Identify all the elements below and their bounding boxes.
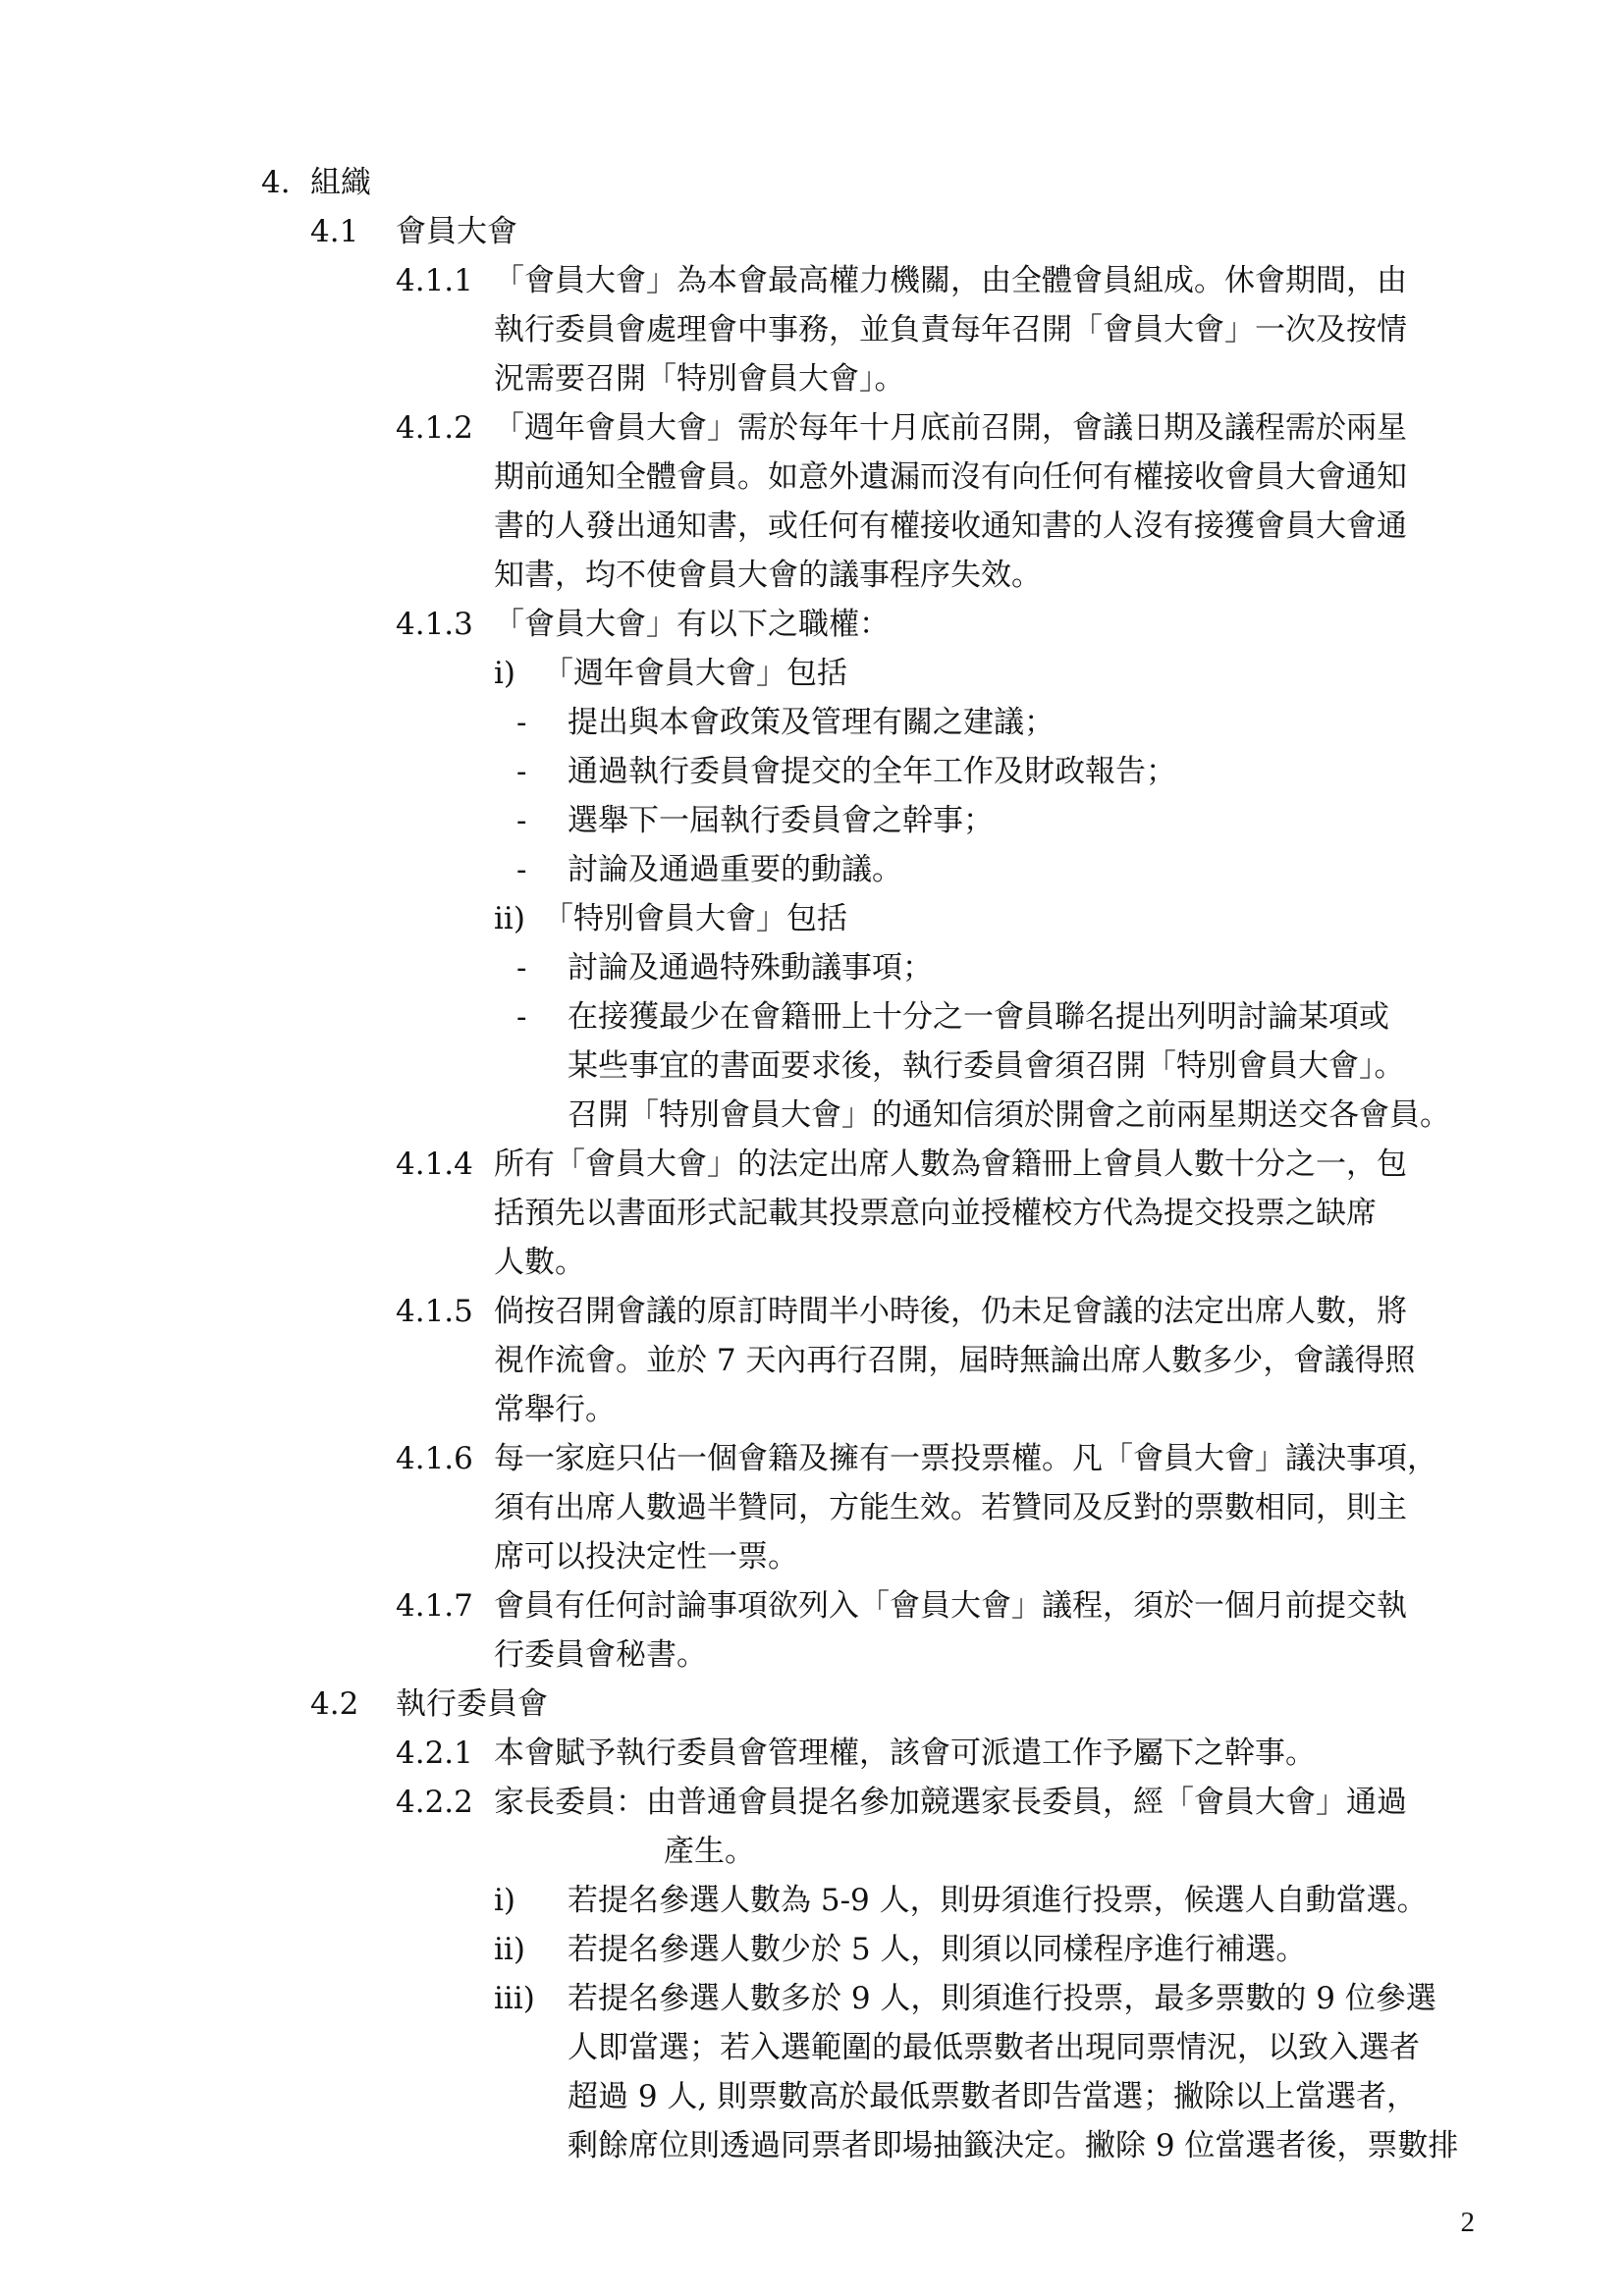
bullet-text: 討論及通過特殊動議事項；: [568, 950, 933, 986]
roman-number: i): [494, 1883, 516, 1918]
roman-text: 若提名參選人數多於 9 人，則須進行投票，最多票數的 9 位參選: [568, 1981, 1436, 2016]
clause-text: 須有出席人數過半贊同，方能生效。若贊同及反對的票數相同，則主: [494, 1490, 1407, 1525]
roman-text: 若提名參選人數為 5-9 人，則毋須進行投票，候選人自動當選。: [568, 1883, 1428, 1918]
clause-text: 本會賦予執行委員會管理權，該會可派遣工作予屬下之幹事。: [494, 1735, 1316, 1771]
clause-text: 「會員大會」有以下之職權：: [494, 607, 890, 642]
roman-number: iii): [494, 1981, 535, 2016]
roman-text: 人即當選；若入選範圍的最低票數者出現同票情況，以致入選者: [568, 2030, 1420, 2065]
subsection-title: 會員大會: [396, 214, 517, 249]
dash-bullet: -: [516, 754, 527, 789]
bullet-text: 通過執行委員會提交的全年工作及財政報告；: [568, 754, 1176, 789]
clause-text: 書的人發出通知書，或任何有權接收通知書的人沒有接獲會員大會通: [494, 508, 1407, 544]
subsection-number: 4.2: [310, 1686, 359, 1722]
clause-text: 期前通知全體會員。如意外遺漏而沒有向任何有權接收會員大會通知: [494, 459, 1407, 495]
sub-item-number: ii): [494, 901, 525, 936]
page-number: 2: [1460, 2207, 1475, 2238]
clause-number: 4.1.5: [396, 1294, 473, 1329]
clause-number: 4.1.3: [396, 607, 473, 642]
clause-text: 所有「會員大會」的法定出席人數為會籍冊上會員人數十分之一，包: [494, 1147, 1407, 1182]
sub-item-title: 「特別會員大會」包括: [543, 901, 847, 936]
clause-text: 席可以投決定性一票。: [494, 1539, 798, 1575]
subsection-number: 4.1: [310, 214, 359, 249]
bullet-text: 提出與本會政策及管理有關之建議；: [568, 705, 1055, 740]
dash-bullet: -: [516, 999, 527, 1035]
subsection-title: 執行委員會: [396, 1686, 548, 1722]
clause-text: 人數。: [494, 1245, 585, 1280]
roman-text: 若提名參選人數少於 5 人，則須以同樣程序進行補選。: [568, 1932, 1307, 1967]
bullet-text: 召開「特別會員大會」的通知信須於開會之前兩星期送交各會員。: [568, 1097, 1450, 1133]
clause-text: 視作流會。並於 7 天內再行召開，屆時無論出席人數多少，會議得照: [494, 1343, 1416, 1378]
clause-number: 4.1.6: [396, 1441, 473, 1476]
roman-text: 剩餘席位則透過同票者即場抽籤決定。撇除 9 位當選者後，票數排: [568, 2128, 1459, 2163]
section-title: 組織: [310, 165, 371, 200]
dash-bullet: -: [516, 950, 527, 986]
clause-text: 執行委員會處理會中事務，並負責每年召開「會員大會」一次及按情: [494, 312, 1407, 347]
clause-text: 知書，均不使會員大會的議事程序失效。: [494, 558, 1042, 593]
clause-number: 4.2.2: [396, 1785, 473, 1820]
clause-number: 4.1.1: [396, 263, 473, 298]
roman-text: 超過 9 人, 則票數高於最低票數者即告當選；撇除以上當選者，: [568, 2079, 1418, 2114]
clause-text: 產生。: [664, 1834, 755, 1869]
clause-text: 「會員大會」為本會最高權力機關，由全體會員組成。休會期間，由: [494, 263, 1407, 298]
clause-text: 倘按召開會議的原訂時間半小時後，仍未足會議的法定出席人數，將: [494, 1294, 1407, 1329]
sub-item-number: i): [494, 656, 516, 691]
clause-number: 4.1.7: [396, 1588, 473, 1624]
sub-item-title: 「週年會員大會」包括: [543, 656, 847, 691]
dash-bullet: -: [516, 803, 527, 838]
dash-bullet: -: [516, 705, 527, 740]
bullet-text: 在接獲最少在會籍冊上十分之一會員聯名提出列明討論某項或: [568, 999, 1389, 1035]
bullet-text: 某些事宜的書面要求後，執行委員會須召開「特別會員大會」。: [568, 1048, 1405, 1084]
clause-number: 4.1.2: [396, 410, 473, 446]
clause-text: 會員有任何討論事項欲列入「會員大會」議程，須於一個月前提交執: [494, 1588, 1407, 1624]
clause-text: 「週年會員大會」需於每年十月底前召開，會議日期及議程需於兩星: [494, 410, 1407, 446]
clause-number: 4.2.1: [396, 1735, 473, 1771]
bullet-text: 選舉下一屆執行委員會之幹事；: [568, 803, 994, 838]
clause-text: 家長委員：由普通會員提名參加競選家長委員，經「會員大會」通過: [494, 1785, 1407, 1820]
clause-text: 每一家庭只佔一個會籍及擁有一票投票權。凡「會員大會」議決事項，: [494, 1441, 1437, 1476]
clause-text: 括預先以書面形式記載其投票意向並授權校方代為提交投票之缺席: [494, 1196, 1377, 1231]
roman-number: ii): [494, 1932, 525, 1967]
clause-text: 況需要召開「特別會員大會」。: [494, 361, 905, 397]
clause-number: 4.1.4: [396, 1147, 473, 1182]
dash-bullet: -: [516, 852, 527, 887]
clause-text: 行委員會秘書。: [494, 1637, 707, 1673]
bullet-text: 討論及通過重要的動議。: [568, 852, 902, 887]
clause-text: 常舉行。: [494, 1392, 616, 1427]
section-number: 4.: [261, 165, 291, 200]
